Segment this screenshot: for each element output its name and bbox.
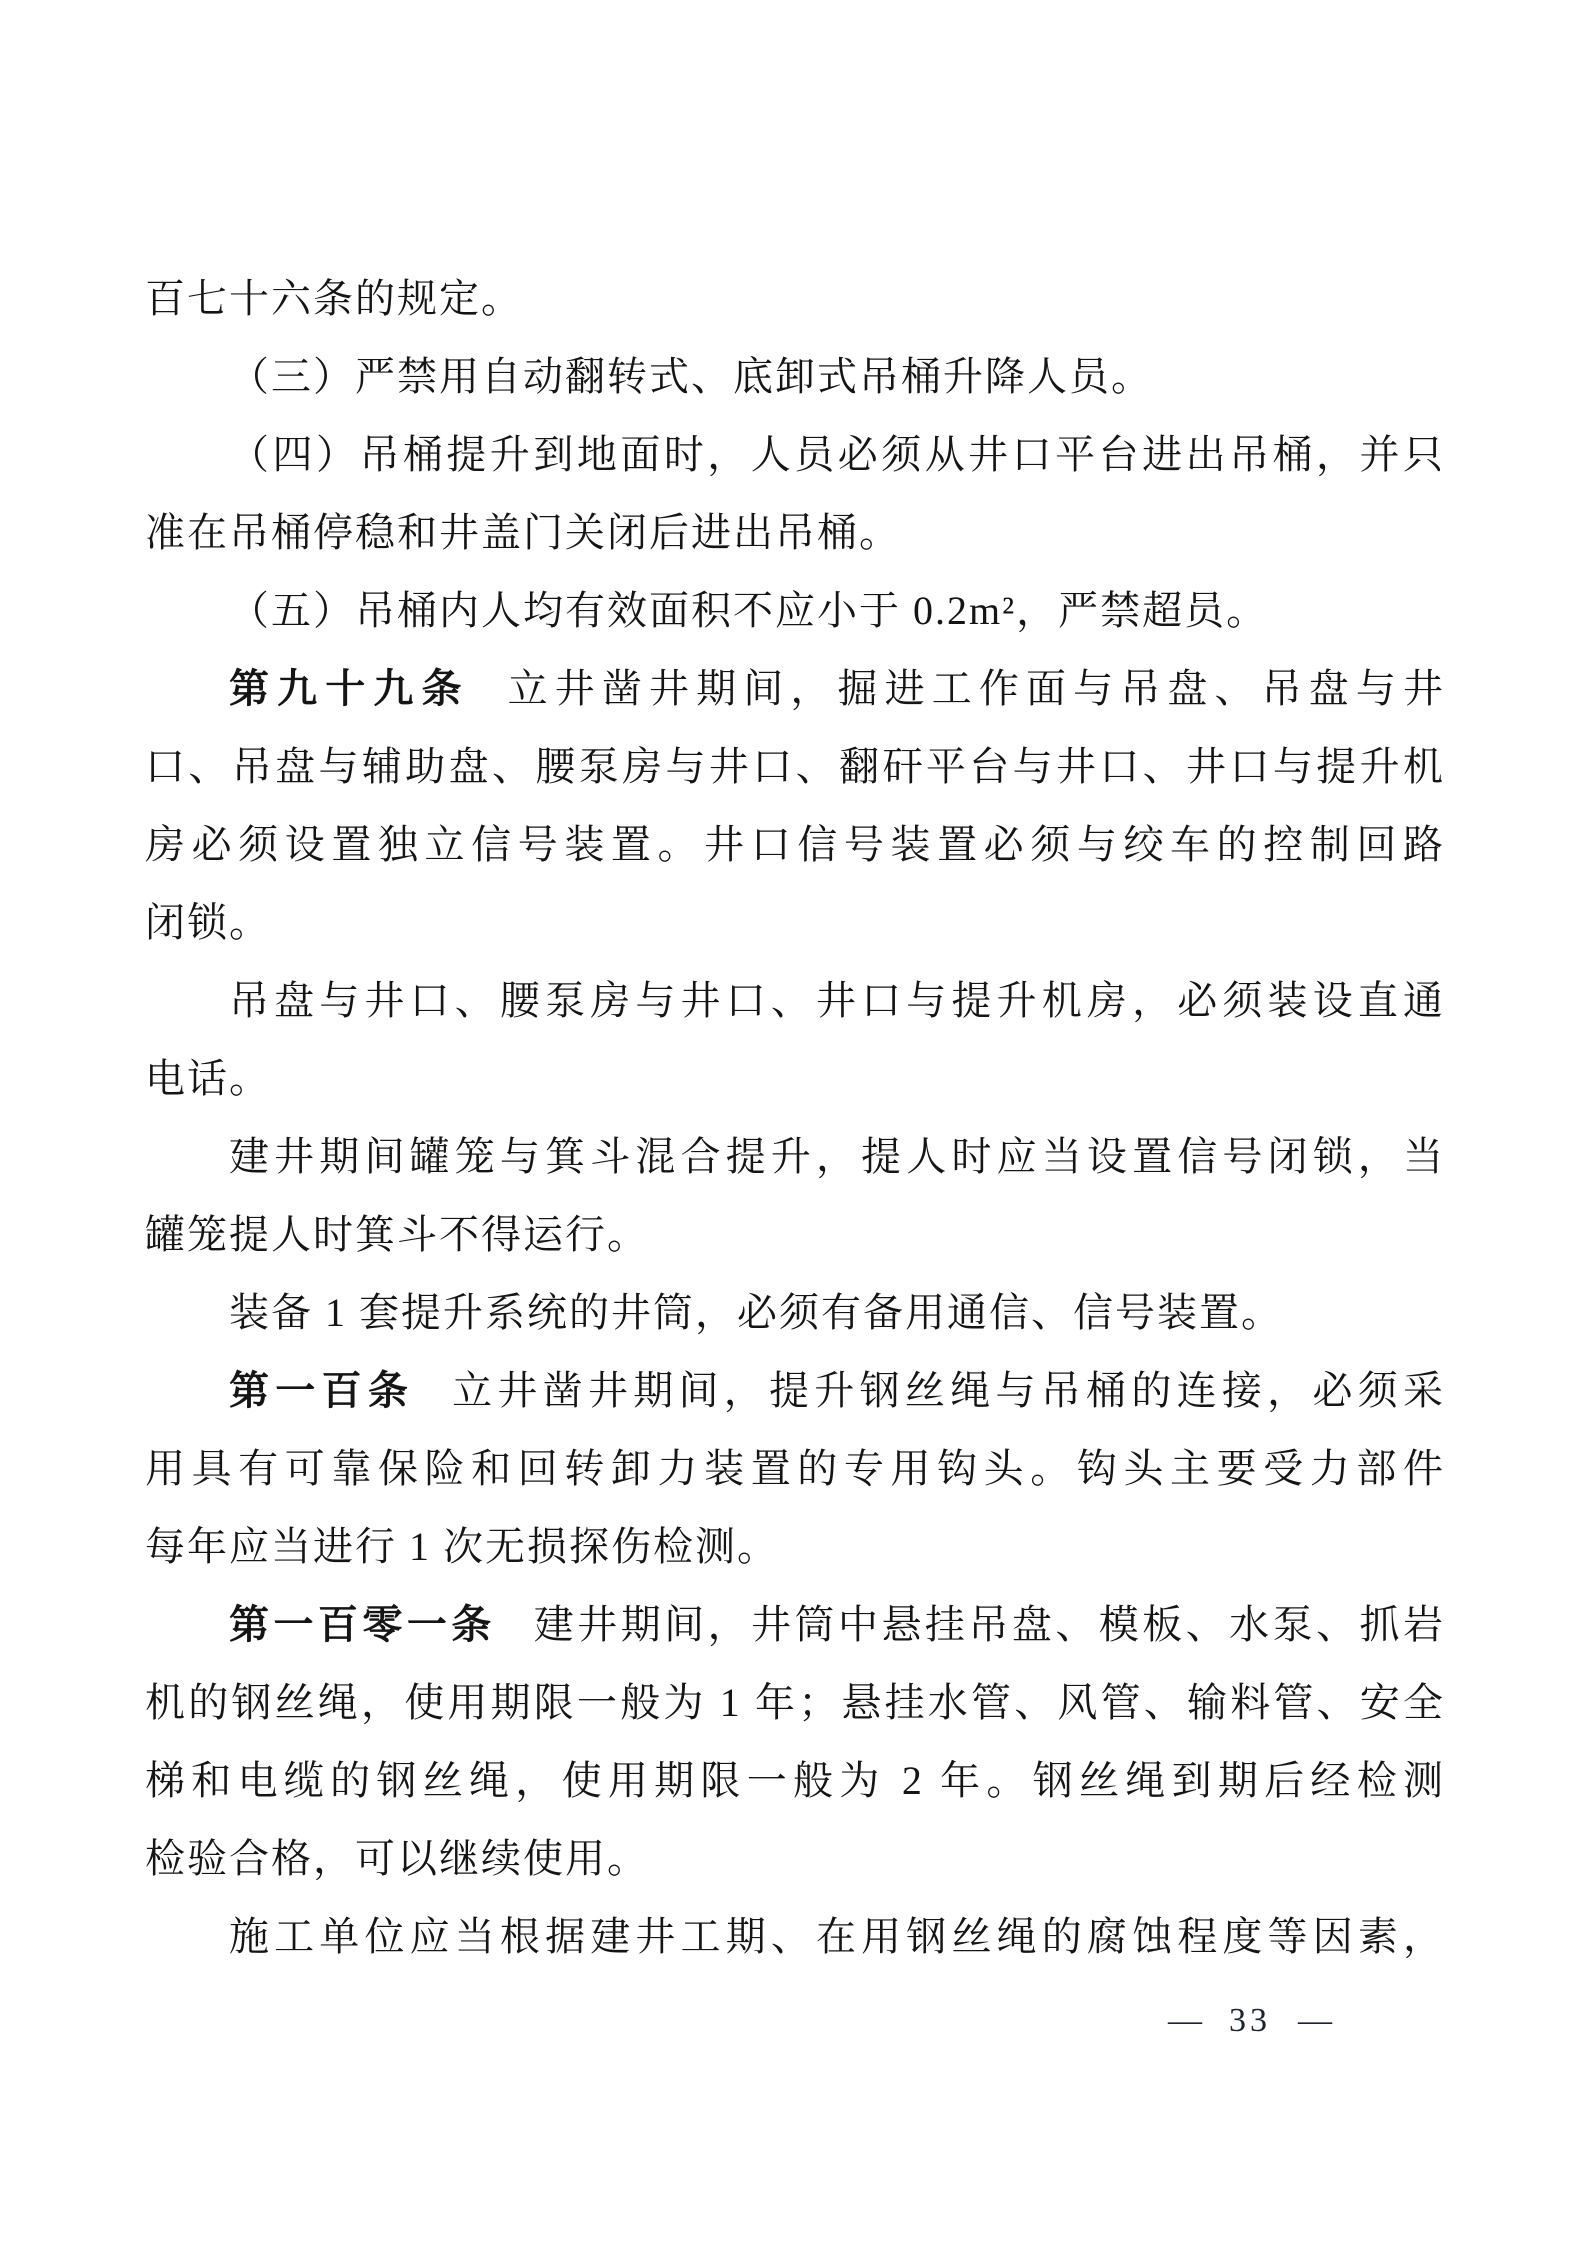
page-number: 33 bbox=[1229, 2002, 1271, 2039]
page-footer bbox=[1168, 1996, 1332, 2046]
article-number: 第一百条 bbox=[229, 1369, 415, 1413]
article-line bbox=[145, 1586, 1445, 1664]
article-text: 立井凿井期间，提升钢丝绳与吊桶的连接，必须采 bbox=[452, 1368, 1446, 1413]
article-number: 第九十九条 bbox=[229, 667, 470, 711]
text-line: 施工单位应当根据建井工期、在用钢丝绳的腐蚀程度等因素， bbox=[229, 1914, 1445, 1959]
text-line: 口、吊盘与辅助盘、腰泵房与井口、翻矸平台与井口、井口与提升机 bbox=[145, 744, 1445, 789]
text-line: 罐笼提人时箕斗不得运行。 bbox=[145, 1212, 649, 1257]
text-line: 每年应当进行 1 次无损探伤检测。 bbox=[145, 1524, 779, 1569]
text-line: 用具有可靠保险和回转卸力装置的专用钩头。钩头主要受力部件 bbox=[145, 1446, 1445, 1491]
article-text: 建井期间，井筒中悬挂吊盘、模板、水泵、抓岩 bbox=[533, 1602, 1446, 1647]
text-line: （四）吊桶提升到地面时，人员必须从井口平台进出吊桶，并只 bbox=[229, 432, 1445, 477]
text-line: 检验合格，可以继续使用。 bbox=[145, 1836, 649, 1881]
article-number: 第一百零一条 bbox=[229, 1603, 496, 1647]
text-line: 装备 1 套提升系统的井筒，必须有备用通信、信号装置。 bbox=[229, 1290, 1283, 1335]
article-line bbox=[145, 1352, 1445, 1430]
text-line: 梯和电缆的钢丝绳，使用期限一般为 2 年。钢丝绳到期后经检测 bbox=[145, 1758, 1445, 1803]
text-line: 闭锁。 bbox=[145, 900, 271, 945]
text-line: （五）吊桶内人均有效面积不应小于 0.2m²，严禁超员。 bbox=[229, 588, 1269, 633]
article-text: 立井凿井期间，掘进工作面与吊盘、吊盘与井 bbox=[507, 666, 1445, 711]
document-body bbox=[145, 260, 1445, 1976]
text-line: 建井期间罐笼与箕斗混合提升，提人时应当设置信号闭锁，当 bbox=[229, 1134, 1445, 1179]
text-line: 准在吊桶停稳和井盖门关闭后进出吊桶。 bbox=[145, 510, 901, 555]
footer-dash-right: — bbox=[1298, 2002, 1332, 2039]
text-line: 百七十六条的规定。 bbox=[145, 276, 523, 321]
text-line: （三）严禁用自动翻转式、底卸式吊桶升降人员。 bbox=[229, 354, 1153, 399]
text-line: 吊盘与井口、腰泵房与井口、井口与提升机房，必须装设直通 bbox=[229, 978, 1445, 1023]
text-line: 电话。 bbox=[145, 1056, 271, 1101]
text-line: 房必须设置独立信号装置。井口信号装置必须与绞车的控制回路 bbox=[145, 822, 1445, 867]
footer-dash-left: — bbox=[1168, 2002, 1202, 2039]
text-line: 机的钢丝绳，使用期限一般为 1 年；悬挂水管、风管、输料管、安全 bbox=[145, 1680, 1445, 1725]
article-line bbox=[145, 650, 1445, 728]
